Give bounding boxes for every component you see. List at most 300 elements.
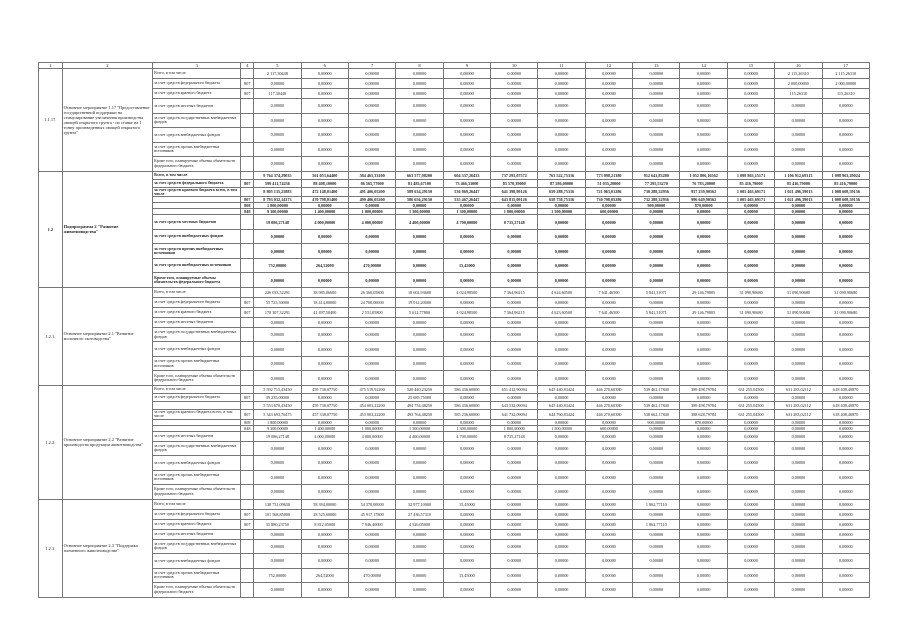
amount-cell: 0,00000 [538, 456, 585, 471]
table-row [39, 99, 870, 114]
amount-cell: 0,00000 [727, 113, 774, 128]
amount-cell: 5 841,31071 [633, 307, 680, 317]
amount-cell: 0,00000 [443, 554, 490, 569]
amount-cell: 0,00000 [443, 419, 490, 425]
funding-source: за счет средств краевого бюджета [153, 89, 241, 99]
amount-cell: 0,00000 [538, 258, 585, 273]
column-number-header: 8 [396, 63, 443, 69]
amount-cell: 0,00000 [727, 425, 774, 431]
amount-cell: 0,00000 [491, 583, 538, 598]
amount-cell: 561 053,64400 [301, 171, 348, 179]
amount-cell: 0,00000 [680, 519, 727, 529]
amount-cell: 0,00000 [538, 69, 585, 79]
amount-cell: 539 462,17840 [633, 401, 680, 409]
amount-cell: 264,52000 [301, 568, 348, 583]
amount-cell: 0,00000 [348, 371, 395, 386]
amount-cell: 0,00000 [301, 99, 348, 114]
amount-cell: 0,00000 [254, 485, 301, 500]
amount-cell: 0,00000 [822, 356, 869, 371]
amount-cell: 658 758,75316 [538, 197, 585, 203]
amount-cell: 0,00000 [775, 456, 822, 471]
amount-cell: 0,00000 [775, 425, 822, 431]
grbs-code [241, 539, 254, 554]
amount-cell: 1 862,77110 [633, 519, 680, 529]
funding-source: Всего, в том числе [153, 287, 241, 297]
amount-cell: 389 498,79784 [680, 385, 727, 393]
amount-cell: 31 090,90680 [822, 307, 869, 317]
funding-source: за счет средств краевого бюджета всего, в том числе [153, 187, 241, 197]
amount-cell: 1 300,00000 [396, 425, 443, 431]
amount-cell: 0,00000 [822, 215, 869, 230]
amount-cell: 0,00000 [538, 554, 585, 569]
amount-cell: 0,00000 [348, 342, 395, 357]
grbs-code [241, 244, 254, 259]
grbs-code: 807 [241, 79, 254, 89]
table-row [39, 187, 870, 197]
amount-cell: 8 812,05000 [301, 519, 348, 529]
amount-cell: 0,00000 [443, 509, 490, 519]
amount-cell: 389 498,79784 [680, 401, 727, 409]
amount-cell: 0,00000 [775, 499, 822, 509]
amount-cell: 538 662,17840 [633, 409, 680, 419]
amount-cell: 0,00000 [538, 393, 585, 401]
amount-cell: 0,00000 [585, 539, 632, 554]
amount-cell: 0,00000 [680, 317, 727, 327]
amount-cell: 0,00000 [727, 273, 774, 288]
amount-cell: 0,00000 [585, 203, 632, 209]
amount-cell: 490 406,05200 [348, 197, 395, 203]
amount-cell: 0,00000 [633, 371, 680, 386]
amount-cell: 0,00000 [348, 470, 395, 485]
amount-cell: 0,00000 [301, 371, 348, 386]
funding-source: за счет средств внебюджетных фондов [153, 229, 241, 244]
amount-cell: 0,00000 [775, 371, 822, 386]
amount-cell: 0,00000 [301, 419, 348, 425]
amount-cell: 0,00000 [822, 456, 869, 471]
table-row [39, 568, 870, 583]
amount-cell: 1 862,77110 [633, 499, 680, 509]
amount-cell: 0,00000 [680, 297, 727, 307]
amount-cell: 0,00000 [633, 99, 680, 114]
amount-cell: 0,00000 [491, 157, 538, 172]
amount-cell: 0,00000 [538, 356, 585, 371]
amount-cell: 0,00000 [727, 441, 774, 456]
amount-cell: 0,00000 [680, 371, 727, 386]
amount-cell: 0,00000 [301, 554, 348, 569]
amount-cell: 0,00000 [727, 499, 774, 509]
amount-cell: 0,00000 [822, 327, 869, 342]
amount-cell: 0,00000 [585, 128, 632, 143]
amount-cell: 0,00000 [396, 113, 443, 128]
grbs-code [241, 342, 254, 357]
amount-cell: 0,00000 [727, 157, 774, 172]
amount-cell: 641 398,99126 [491, 187, 538, 197]
funding-source: за счет средств краевого бюджета всего, в том числе [153, 409, 241, 419]
amount-cell: 0,00000 [301, 89, 348, 99]
amount-cell: 1 400,00000 [301, 209, 348, 215]
table-row [39, 401, 870, 409]
amount-cell: 0,00000 [633, 273, 680, 288]
amount-cell: 520 440,23250 [396, 385, 443, 393]
amount-cell: 584 465,33100 [348, 171, 395, 179]
amount-cell: 0,00000 [396, 69, 443, 79]
amount-cell: 0,00000 [538, 539, 585, 554]
grbs-code [241, 385, 254, 393]
amount-cell: 1 021 496,39013 [775, 197, 822, 203]
amount-cell: 0,00000 [680, 99, 727, 114]
table-row [39, 157, 870, 172]
table-row [39, 393, 870, 401]
table-row [39, 69, 870, 79]
amount-cell: 0,00000 [491, 342, 538, 357]
amount-cell: 0,00000 [348, 456, 395, 471]
table-row [39, 371, 870, 386]
amount-cell: 0,00000 [301, 485, 348, 500]
funding-source: за счет средств краевого бюджета [153, 519, 241, 529]
amount-cell: 0,00000 [396, 157, 443, 172]
amount-cell: 0,00000 [443, 583, 490, 598]
amount-cell: 0,00000 [538, 327, 585, 342]
grbs-code: 807 [241, 519, 254, 529]
amount-cell: 0,00000 [680, 229, 727, 244]
amount-cell: 0,00000 [254, 327, 301, 342]
amount-cell: 0,00000 [348, 529, 395, 539]
amount-cell: 170 307,32291 [254, 307, 301, 317]
amount-cell: 0,00000 [491, 393, 538, 401]
table-row [39, 456, 870, 471]
amount-cell: 7 364,96215 [491, 287, 538, 297]
grbs-code [241, 327, 254, 342]
amount-cell: 0,00000 [585, 142, 632, 157]
amount-cell: 0,00000 [680, 554, 727, 569]
amount-cell: 0,00000 [301, 113, 348, 128]
amount-cell: 115,26310 [775, 89, 822, 99]
amount-cell: 0,00000 [348, 419, 395, 425]
amount-cell: 0,00000 [491, 568, 538, 583]
amount-cell: 599 411,74236 [254, 179, 301, 187]
table-row [39, 273, 870, 288]
amount-cell: 0,00000 [396, 356, 443, 371]
amount-cell: 0,00000 [585, 356, 632, 371]
amount-cell: 1 008 608,59156 [822, 187, 869, 197]
amount-cell: 0,00000 [727, 203, 774, 209]
grbs-code [241, 529, 254, 539]
amount-cell: 0,00000 [301, 317, 348, 327]
amount-cell: 0,00000 [491, 539, 538, 554]
amount-cell: 0,00000 [396, 583, 443, 598]
amount-cell: 0,00000 [538, 273, 585, 288]
amount-cell: 0,00000 [538, 509, 585, 519]
funding-source: за счет средств прочих внебюджетных источников [153, 356, 241, 371]
amount-cell: 0,00000 [585, 529, 632, 539]
column-number-header: 7 [348, 63, 395, 69]
amount-cell: 0,00000 [491, 203, 538, 209]
amount-cell: 8 805 135,25883 [254, 187, 301, 197]
amount-cell: 9 764 374,29035 [254, 171, 301, 179]
amount-cell: 0,00000 [727, 244, 774, 259]
amount-cell: 18 602,93600 [396, 287, 443, 297]
amount-cell: 0,00000 [491, 142, 538, 157]
amount-cell: 0,00000 [727, 419, 774, 425]
amount-cell: 0,00000 [348, 99, 395, 114]
amount-cell: 0,00000 [633, 539, 680, 554]
grbs-code [241, 317, 254, 327]
column-number-header: 1 [39, 63, 63, 69]
amount-cell: 0,00000 [301, 203, 348, 209]
amount-cell: 0,00000 [491, 128, 538, 143]
amount-cell: 0,00000 [585, 327, 632, 342]
funding-source: Кроме того, планируемые объемы обязательств федерального бюджета [153, 273, 241, 288]
funding-source: Кроме того, планируемые объемы обязательств федерального бюджета [153, 485, 241, 500]
column-number-header: 6 [301, 63, 348, 69]
amount-cell: 0,00000 [585, 342, 632, 357]
amount-cell: 0,00000 [538, 128, 585, 143]
amount-cell: 0,00000 [348, 327, 395, 342]
amount-cell: 4 400,00000 [396, 431, 443, 441]
amount-cell: 0,00000 [254, 317, 301, 327]
amount-cell: 0,00000 [348, 142, 395, 157]
table-row [39, 583, 870, 598]
amount-cell: 0,00000 [775, 393, 822, 401]
amount-cell: 589 634,29150 [396, 187, 443, 197]
amount-cell: 0,00000 [301, 69, 348, 79]
amount-cell: 0,00000 [633, 554, 680, 569]
amount-cell: 0,00000 [822, 519, 869, 529]
amount-cell: 0,00000 [301, 79, 348, 89]
amount-cell: 1 021 496,39013 [775, 187, 822, 197]
amount-cell: 0,00000 [348, 244, 395, 259]
amount-cell: 0,00000 [301, 327, 348, 342]
amount-cell: 2 117,30448 [254, 69, 301, 79]
amount-cell: 457 338,07750 [301, 409, 348, 419]
amount-cell: 0,00000 [585, 499, 632, 509]
amount-cell: 0,00000 [727, 456, 774, 471]
amount-cell: 0,00000 [348, 554, 395, 569]
amount-cell: 0,00000 [348, 229, 395, 244]
amount-cell: 0,00000 [301, 356, 348, 371]
funding-source: за счет средств местных бюджетов [153, 317, 241, 327]
amount-cell: 0,00000 [633, 456, 680, 471]
amount-cell: 618 408,40870 [822, 409, 869, 419]
amount-cell: 0,00000 [491, 356, 538, 371]
amount-cell: 631 255,04500 [727, 401, 774, 409]
amount-cell: 29 146,79805 [680, 307, 727, 317]
amount-cell: 264,52000 [301, 258, 348, 273]
amount-cell: 15,45000 [443, 258, 490, 273]
amount-cell: 31 090,90680 [727, 307, 774, 317]
amount-cell: 0,00000 [680, 244, 727, 259]
amount-cell: 0,00000 [538, 441, 585, 456]
amount-cell: 0,00000 [585, 431, 632, 441]
funding-source: за счет средств внебюджетных фондов [153, 342, 241, 357]
amount-cell: 88 408,10000 [301, 179, 348, 187]
funding-source: за счет средств государственных внебюджетных фондов [153, 113, 241, 128]
amount-cell: 0,00000 [680, 425, 727, 431]
amount-cell: 0,00000 [680, 128, 727, 143]
amount-cell: 0,00000 [443, 327, 490, 342]
amount-cell: 1 098 863,15171 [727, 171, 774, 179]
amount-cell: 0,00000 [727, 371, 774, 386]
amount-cell: 0,00000 [301, 456, 348, 471]
amount-cell: 0,00000 [680, 69, 727, 79]
program-code: 1.2.3. [39, 499, 63, 597]
table-row [39, 317, 870, 327]
funding-source: за счет средств государственных внебюджетных фондов [153, 441, 241, 456]
column-number-header: 14 [680, 63, 727, 69]
amount-cell: 0,00000 [775, 317, 822, 327]
amount-cell: 9 300,00000 [254, 425, 301, 431]
amount-cell: 0,00000 [727, 554, 774, 569]
grbs-code: 808 [241, 419, 254, 425]
funding-source: за счет средств прочих внебюджетных источников [153, 142, 241, 157]
amount-cell: 87 586,00000 [538, 179, 585, 187]
amount-cell: 0,00000 [396, 273, 443, 288]
budget-sheet [38, 62, 870, 598]
amount-cell: 0,00000 [727, 69, 774, 79]
amount-cell: 535 467,26447 [443, 197, 490, 203]
table-row [39, 409, 870, 419]
amount-cell: 0,00000 [301, 157, 348, 172]
amount-cell: 32 977,10000 [396, 499, 443, 509]
amount-cell: 0,00000 [538, 297, 585, 307]
amount-cell: 9 300,00000 [254, 209, 301, 215]
grbs-code [241, 113, 254, 128]
table-row [39, 356, 870, 371]
amount-cell: 0,00000 [633, 356, 680, 371]
amount-cell: 0,00000 [775, 529, 822, 539]
amount-cell: 663 577,98200 [396, 171, 443, 179]
amount-cell: 0,00000 [491, 456, 538, 471]
amount-cell: 643 815,09126 [491, 197, 538, 203]
table-row [39, 499, 870, 509]
amount-cell: 0,00000 [396, 456, 443, 471]
amount-cell: 0,00000 [301, 539, 348, 554]
amount-cell: 0,00000 [491, 485, 538, 500]
grbs-code [241, 441, 254, 456]
amount-cell: 0,00000 [822, 419, 869, 425]
column-number-header: 15 [727, 63, 774, 69]
program-code: 1.1.17. [39, 69, 63, 172]
amount-cell: 0,00000 [443, 317, 490, 327]
amount-cell: 0,00000 [538, 89, 585, 99]
amount-cell: 0,00000 [822, 431, 869, 441]
amount-cell: 0,00000 [680, 356, 727, 371]
column-number-header: 16 [775, 63, 822, 69]
amount-cell: 0,00000 [301, 229, 348, 244]
grbs-code [241, 142, 254, 157]
amount-cell: 0,00000 [396, 79, 443, 89]
amount-cell: 31 090,90680 [775, 307, 822, 317]
amount-cell: 0,00000 [727, 79, 774, 89]
amount-cell: 0,00000 [538, 342, 585, 357]
amount-cell: 58 394,00000 [301, 499, 348, 509]
grbs-code [241, 583, 254, 598]
amount-cell: 585 236,60000 [443, 409, 490, 419]
amount-cell: 2 000,00000 [822, 79, 869, 89]
amount-cell: 0,00000 [822, 157, 869, 172]
funding-source: за счет средств федерального бюджета [153, 297, 241, 307]
amount-cell: 0,00000 [633, 583, 680, 598]
amount-cell: 54 370,00000 [348, 499, 395, 509]
amount-cell: 0,00000 [491, 509, 538, 519]
amount-cell: 0,00000 [396, 89, 443, 99]
amount-cell: 0,00000 [822, 99, 869, 114]
amount-cell: 0,00000 [538, 431, 585, 441]
amount-cell: 0,00000 [538, 244, 585, 259]
amount-cell: 0,00000 [633, 128, 680, 143]
amount-cell: 539 462,17840 [633, 385, 680, 393]
amount-cell: 28 525,60000 [301, 509, 348, 519]
funding-source: за счет средств государственных внебюджетных фондов [153, 327, 241, 342]
amount-cell: 446 270,60380 [585, 409, 632, 419]
funding-source: за счет средств внебюджетных фондов [153, 128, 241, 143]
amount-cell: 0,00000 [585, 456, 632, 471]
program-name: Подпрограмма 2 "Развитие животноводства" [62, 171, 152, 287]
amount-cell: 1 098 963,29024 [822, 171, 869, 179]
amount-cell: 0,00000 [443, 441, 490, 456]
table-row [39, 529, 870, 539]
amount-cell: 0,00000 [301, 470, 348, 485]
table-row [39, 509, 870, 519]
amount-cell: 0,00000 [775, 258, 822, 273]
amount-cell: 470,00000 [348, 258, 395, 273]
amount-cell: 0,00000 [727, 529, 774, 539]
grbs-code [241, 470, 254, 485]
amount-cell: 0,00000 [301, 142, 348, 157]
table-row [39, 258, 870, 273]
amount-cell: 0,00000 [585, 157, 632, 172]
amount-cell: 5 343 693,76475 [254, 409, 301, 419]
funding-source: за счет средств местных бюджетов [153, 215, 241, 230]
amount-cell: 0,00000 [775, 519, 822, 529]
amount-cell: 0,00000 [348, 79, 395, 89]
amount-cell: 0,00000 [443, 297, 490, 307]
amount-cell: 0,00000 [822, 273, 869, 288]
amount-cell: 0,00000 [633, 157, 680, 172]
program-code: 1.2.2. [39, 385, 63, 499]
amount-cell: 0,00000 [633, 529, 680, 539]
amount-cell: 0,00000 [775, 568, 822, 583]
amount-cell: 1 800,00000 [491, 425, 538, 431]
amount-cell: 388 628,79784 [680, 409, 727, 419]
table-row [39, 385, 870, 393]
amount-cell: 0,00000 [633, 342, 680, 357]
amount-cell: 0,00000 [491, 371, 538, 386]
amount-cell: 1 008 608,59156 [822, 197, 869, 203]
amount-cell: 0,00000 [396, 203, 443, 209]
amount-cell: 0,00000 [538, 568, 585, 583]
amount-cell: 31 090,90680 [727, 287, 774, 297]
amount-cell: 4 400,00000 [396, 215, 443, 230]
amount-cell: 0,00000 [301, 393, 348, 401]
amount-cell: 51 035,20000 [585, 179, 632, 187]
amount-cell: 4 700,00000 [443, 431, 490, 441]
funding-source: за счет средств местных бюджетов [153, 529, 241, 539]
amount-cell: 0,00000 [443, 519, 490, 529]
amount-cell: 0,00000 [680, 441, 727, 456]
grbs-code [241, 401, 254, 409]
amount-cell: 0,00000 [585, 568, 632, 583]
amount-cell: 0,00000 [727, 229, 774, 244]
amount-cell: 0,00000 [633, 69, 680, 79]
grbs-code [241, 229, 254, 244]
amount-cell: 0,00000 [538, 203, 585, 209]
amount-cell: 0,00000 [254, 470, 301, 485]
amount-cell: 0,00000 [633, 327, 680, 342]
amount-cell: 0,00000 [727, 215, 774, 230]
amount-cell: 536 869,26447 [443, 187, 490, 197]
amount-cell: 0,00000 [727, 258, 774, 273]
